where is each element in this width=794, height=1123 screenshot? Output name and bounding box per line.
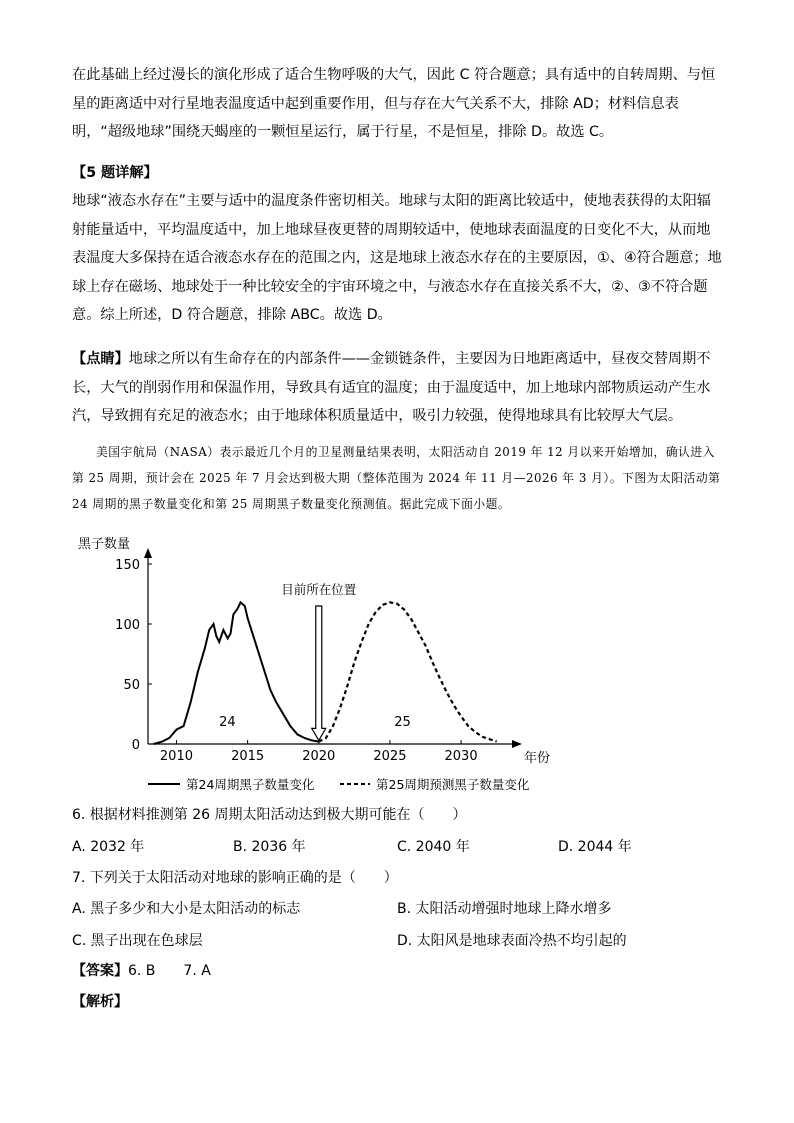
answer-line	[72, 960, 211, 982]
q5-heading-label: 【5 题详解】	[72, 165, 158, 181]
current-position-arrow	[312, 606, 326, 740]
chart-xlabel: 年份	[524, 751, 551, 766]
x-tick-label: 2015	[231, 749, 265, 764]
series-cycle-24-label: 24	[219, 715, 236, 730]
sunspot-chart	[60, 528, 560, 798]
current-position-annotation: 目前所在位置	[281, 582, 357, 597]
answer-text: 6. B 7. A	[128, 963, 211, 979]
q6-option-c: C. 2040 年	[397, 839, 470, 855]
y-tick-label: 50	[123, 678, 140, 693]
x-tick-label: 2030	[444, 749, 478, 764]
material-text: 美国宇航局（NASA）表示最近几个月的卫星测量结果表明，太阳活动自 2019 年 12 月以来开始增加，确认进入第 25 周期，预计会在 2025 年 7 月会达到极大期（整体范围为 2024 年 11 月—2026 年 3 月）。下图为太阳活动第 24 周期的黑子数量变化和第 25 周期黑子数量变化预测值。据此完成下面小题。	[72, 445, 721, 511]
x-tick-label: 2025	[373, 749, 407, 764]
q7-option-c: C. 黑子出现在色球层	[72, 933, 203, 949]
q7-option-a: A. 黑子多少和大小是太阳活动的标志	[72, 901, 301, 917]
chart-ylabel: 黑子数量	[78, 537, 131, 552]
section-heading-q5	[72, 159, 158, 187]
arrow-shape	[312, 606, 326, 740]
question-6: 6. 根据材料推测第 26 周期太阳活动达到极大期可能在（ ）	[72, 807, 467, 823]
legend-dashed-label: 第25周期预测黑子数量变化	[376, 777, 530, 792]
question-7: 7. 下列关于太阳活动对地球的影响正确的是（ ）	[72, 870, 398, 886]
intro-paragraph: 在此基础上经过漫长的演化形成了适合生物呼吸的大气，因此 C 符合题意；具有适中的自转周期、与恒星的距离适中对行星地表温度适中起到重要作用，但与存在大气关系不大，排除 AD；材料信息表明，“超级地球”围绕天蝎座的一颗恒星运行，属于行星，不是恒星，排除 D。故选 C。	[72, 67, 716, 140]
q6-option-a: A. 2032 年	[72, 839, 145, 855]
q6-option-b: B. 2036 年	[233, 839, 306, 855]
legend-solid-label: 第24周期黑子数量变化	[186, 777, 315, 792]
q6-option-d: D. 2044 年	[558, 839, 632, 855]
y-tick-label: 0	[131, 738, 140, 753]
chart-y-arrow	[144, 548, 152, 558]
chart-x-arrow	[512, 740, 522, 748]
jiexi-line	[72, 991, 128, 1013]
dianjing-label: 【点睛】	[72, 351, 129, 367]
q7-option-d: D. 太阳风是地球表面冷热不均引起的	[397, 933, 627, 949]
dianjing-text: 地球之所以有生命存在的内部条件——金锁链条件，主要因为日地距离适中，昼夜交替周期不长，大气的削弱作用和保温作用，导致具有适宜的温度；由于温度适中，加上地球内部物质运动产生水汽，导致拥有充足的液态水；由于地球体积质量适中，吸引力较强，使得地球具有比较厚大气层。	[72, 351, 711, 424]
x-tick-label: 2010	[159, 749, 194, 764]
x-tick-label: 2020	[302, 749, 336, 764]
dianjing-paragraph	[72, 345, 722, 431]
series-cycle-25-label: 25	[394, 715, 411, 730]
q5-detail-paragraph: 地球“液态水存在”主要与适中的温度条件密切相关。地球与太阳的距离比较适中，使地表获得的太阳辐射能量适中，平均温度适中，加上地球昼夜更替的周期较适中，使地球表面温度的日变化不大，从而地表温度大多保持在适合液态水存在的范围之内，这是地球上液态水存在的主要原因，①、④符合题意；地球上存在磁场、地球处于一种比较安全的宇宙环境之中，与液态水存在直接关系不大，②、③不符合题意。综上所述，D 符合题意，排除 ABC。故选 D。	[72, 193, 722, 323]
y-tick-label: 150	[115, 558, 140, 573]
answer-label: 【答案】	[72, 963, 128, 979]
series-cycle-24-line	[154, 602, 319, 744]
q7-option-b: B. 太阳活动增强时地球上降水增多	[397, 901, 612, 917]
jiexi-label: 【解析】	[72, 994, 128, 1010]
y-tick-label: 100	[115, 618, 140, 633]
material-paragraph	[72, 439, 722, 517]
